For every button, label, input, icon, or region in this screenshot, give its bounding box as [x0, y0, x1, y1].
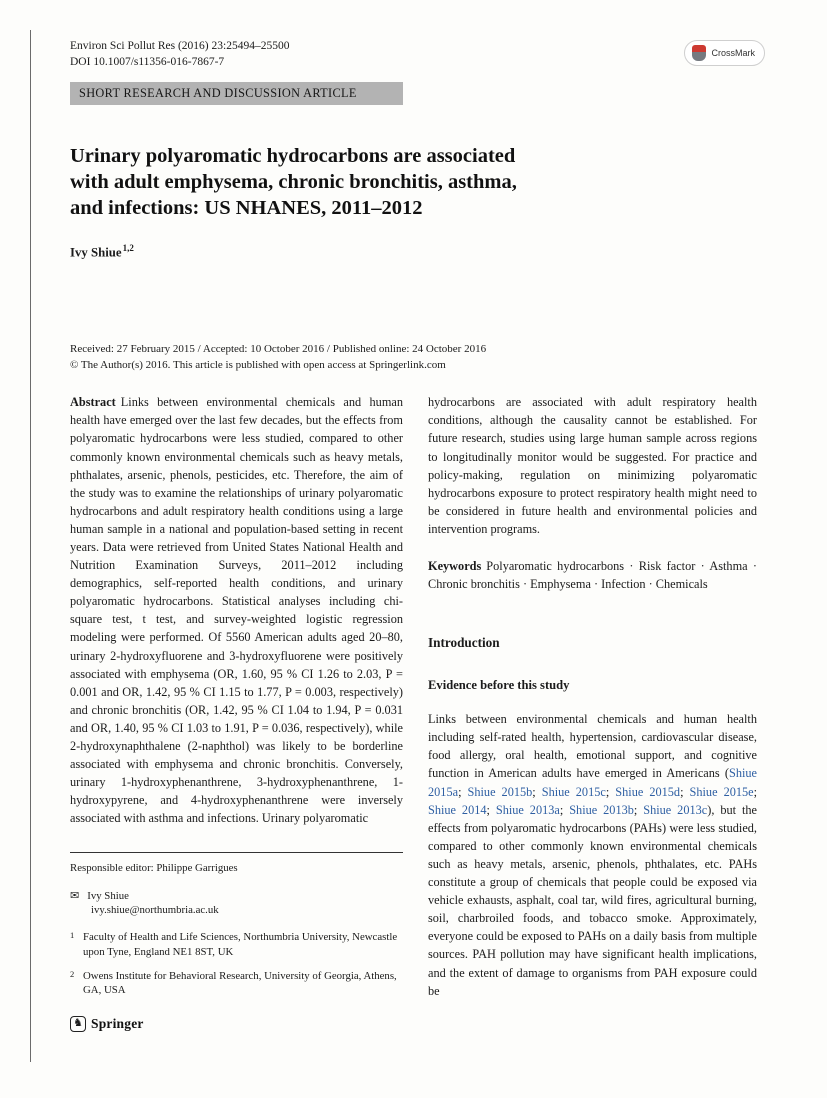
footnotes-block [70, 852, 403, 1007]
affiliation-2 [70, 969, 403, 997]
correspondence-block [70, 889, 403, 917]
citation-link[interactable]: Shiue 2015b [467, 784, 533, 799]
section-heading-introduction: Introduction [428, 635, 500, 651]
springer-wordmark: Springer [91, 1016, 144, 1031]
citation-link[interactable]: Shiue 2015c [541, 784, 606, 799]
title-line: with adult emphysema, chronic bronchitis, asthma, [70, 171, 517, 193]
springer-logo [70, 1016, 144, 1032]
affiliation-1-number: 1 [70, 930, 75, 941]
citation-link[interactable]: Shiue 2015e [689, 784, 754, 799]
left-column [70, 393, 403, 1007]
paragraph-text: ; [633, 802, 644, 817]
abstract-continuation: hydrocarbons are associated with adult respiratory health conditions, although the causality cannot be established. For future research, studies using large human sample across regions to longitudinally monitor would be suggested. For practice and policy-making, regulation on minimizing polyaromatic hydrocarbons exposure to protect respiratory health might need to be considered in future health and environmental policies and intervention programs. [428, 395, 757, 536]
article-type-label: SHORT RESEARCH AND DISCUSSION ARTICLE [79, 86, 357, 100]
subsection-heading-evidence: Evidence before this study [428, 678, 570, 693]
paragraph-text: Links between environmental chemicals and human health including self-rated health, hypertension, cardiovascular disease, food allergy, oral health, emotional support, and cognitive function in American adults have emerged in Americans ( [428, 712, 757, 781]
page-edge-line [30, 30, 31, 1062]
journal-meta [70, 38, 289, 70]
paragraph-text: ; [753, 784, 758, 799]
author-line [70, 243, 757, 260]
correspondence-name: Ivy Shiue [87, 890, 129, 903]
citation-link[interactable]: Shiue 2015a [428, 766, 757, 799]
correspondence-email[interactable]: ivy.shiue@northumbria.ac.uk [91, 904, 219, 917]
citation-link[interactable]: Shiue 2013b [569, 802, 634, 817]
introduction-paragraph [428, 710, 757, 1000]
citation-link[interactable]: Shiue 2015d [615, 784, 681, 799]
affiliation-1 [70, 930, 403, 958]
paragraph-text: ; [680, 784, 690, 799]
author-affiliation-marker: 1,2 [122, 243, 134, 253]
email-icon: ✉ [70, 890, 80, 903]
paragraph-text: ; [458, 784, 468, 799]
article-type-banner [70, 82, 403, 105]
springer-knight-icon: ♞ [70, 1016, 86, 1032]
crossmark-icon [692, 45, 706, 61]
abstract-text-left: Links between environmental chemicals and human health have emerged over the last few decades, but the effects from polyaromatic hydrocarbons were less studied, compared to other commonly known environmental chemicals such as heavy metals, phthalates, arsenic, phenols, pesticides, etc. Therefore, the aim of the study was to examine the relationships of urinary polyaromatic hydrocarbons and adult respiratory health conditions using a large human sample in a national and population-based setting in recent years. Data were retrieved from United States National Health and Nutrition Examination Surveys, 2011–2012 including demographics, self-reported health conditions, and urinary polyaromatic hydrocarbons. Statistical analyses including chi-square test, t test, and survey-weighted logistic regression modeling were performed. Of 5560 American adults aged 20–80, urinary 2-hydroxyfluorene and 3-hydroxyfluorene were positively associated with emphysema (OR, 1.60, 95 % CI 1.26 to 2.03, P = 0.001 and OR, 1.42, 95 % CI 1.15 to 1.77, P = 0.003, respectively) and chronic bronchitis (OR, 1.42, 95 % CI 1.04 to 1.94, P = 0.031 and OR, 1.40, 95 % CI 1.03 to 1.91, P = 0.036, respectively), while 2-hydroxynaphthalene (2-naphthol) was likely to be borderline associated with emphysema and chronic bronchitis. Conversely, urinary 1-hydroxyphenanthrene, 3-hydroxyphenanthrene, 1-hydroxypyrene, and 4-hydroxyphenanthrene were inversely associated with asthma and infections. Urinary polyaromatic [70, 395, 403, 826]
paragraph-text: ; [605, 784, 616, 799]
paragraph-text: ), but the effects from polyaromatic hydrocarbons (PAHs) were less studied, compared to other commonly known environmental chemicals such as heavy metals, arsenic, phenols, phthalates, etc. PAHs constitute a group of chemicals that people could be exposed via vehicle exhausts, asphalt, coal tar, wild fires, agricultural burning, soil, charbroiled foods, and tobacco smoke. Approximately, everyone could be exposed to PAHs on a daily basis from multiple sources. PAH pollution may have significant health implications, and the extent of damage to organisms from PAH exposure could be [428, 802, 758, 998]
title-line: and infections: US NHANES, 2011–2012 [70, 197, 423, 219]
affiliation-2-number: 2 [70, 968, 75, 979]
article-title [70, 143, 757, 221]
dates-block [70, 342, 757, 373]
citation-link[interactable]: Shiue 2013c [643, 802, 708, 817]
keywords-label: Keywords [428, 559, 482, 574]
paragraph-text: ; [559, 802, 570, 817]
received-accepted-line: Received: 27 February 2015 / Accepted: 10 October 2016 / Published online: 24 October 2016 [70, 343, 487, 356]
citation-link[interactable]: Shiue 2013a [495, 802, 560, 817]
crossmark-label: CrossMark [711, 48, 755, 58]
journal-header [70, 38, 757, 70]
journal-reference: Environ Sci Pollut Res (2016) 23:25494–25500 [70, 40, 290, 52]
abstract-label: Abstract [70, 395, 116, 410]
affiliation-2-text: Owens Institute for Behavioral Research, University of Georgia, Athens, GA, USA [83, 969, 397, 997]
paragraph-text: ; [532, 784, 542, 799]
right-column [428, 393, 757, 1007]
responsible-editor-note: Responsible editor: Philippe Garrigues [70, 861, 238, 874]
keywords-paragraph [428, 557, 757, 593]
paragraph-text: ; [486, 802, 496, 817]
doi-line: DOI 10.1007/s11356-016-7867-7 [70, 56, 225, 68]
crossmark-badge[interactable] [684, 40, 765, 66]
affiliation-1-text: Faculty of Health and Life Sciences, Northumbria University, Newcastle upon Tyne, England NE1 8ST, UK [83, 931, 398, 958]
two-column-body [70, 393, 757, 1007]
author-name: Ivy Shiue [70, 245, 122, 260]
title-line: Urinary polyaromatic hydrocarbons are associated [70, 145, 516, 167]
keywords-text: Polyaromatic hydrocarbons · Risk factor · Asthma · Chronic bronchitis · Emphysema · Infection · Chemicals [428, 559, 757, 592]
abstract-paragraph [70, 393, 403, 827]
citation-link[interactable]: Shiue 2014 [428, 802, 487, 817]
copyright-line: © The Author(s) 2016. This article is published with open access at Springerlink.com [70, 358, 446, 371]
